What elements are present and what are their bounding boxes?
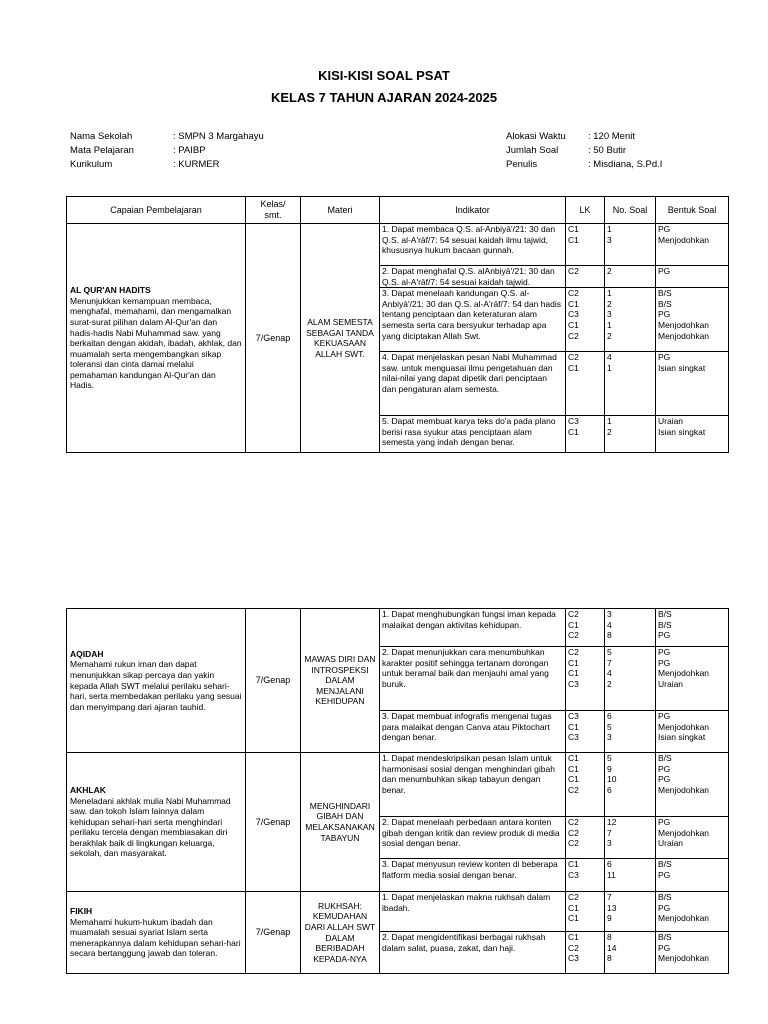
capaian-text: Memahami rukun iman dan dapat menunjukkan sikap percaya dan yakin kepada Allah SWT melalui perilaku sehari-hari, serta membedakan perilaku yang sesuai dan menyimpang dari ajaran tauhid. (70, 659, 242, 712)
indikator-cell: 1. Dapat menjelaskan makna rukhṣah dalam ibadah. (380, 892, 566, 932)
kisi-table-1 (66, 196, 729, 453)
lk-value: C1 (568, 298, 579, 309)
no-soal-value: 2 (607, 266, 612, 276)
bentuk-soal-value: PG (658, 657, 671, 668)
bentuk-soal-value: PG (658, 647, 671, 657)
capaian-text: Memahami hukum-hukum ibadah dan muamalah sesuai syariat Islam serta menerapkannya dalam kehidupan sehari-hari secara bertanggung jawab dan toleran. (70, 916, 241, 959)
lk-value: C2 (568, 784, 579, 795)
bentuk-soal-value: PG (658, 902, 671, 913)
no-soal-value: 4 (607, 668, 612, 679)
bentuk-soal-value: PG (658, 869, 671, 880)
bentuk-soal-value: Menjodohkan (658, 319, 710, 330)
no-soal-cell (605, 647, 656, 711)
no-soal-value: 11 (607, 869, 616, 880)
no-soal-value: 9 (607, 913, 612, 924)
kelas-cell: 7/Genap (246, 892, 301, 974)
bentuk-soal-value: Isian singkat (658, 362, 706, 373)
column-header: Bentuk Soal (656, 197, 729, 224)
no-soal-value: 5 (607, 721, 612, 732)
no-soal-cell (605, 753, 656, 817)
column-header: LK (566, 197, 605, 224)
info-row: Nama Sekolah : SMPN 3 Margahayu (70, 131, 264, 142)
lk-value: C2 (568, 942, 579, 953)
bentuk-soal-cell (656, 817, 729, 859)
info-row: Jumlah Soal : 50 Butir (506, 145, 627, 156)
info-row: Kurikulum : KURMER (70, 159, 220, 170)
table-row (67, 892, 729, 932)
info-right (506, 130, 662, 172)
column-header: Materi (301, 197, 380, 224)
materi-cell: ALAM SEMESTA SEBAGAI TANDA KEKUASAAN ALLAH SWT. (301, 224, 380, 453)
lk-value: C3 (568, 416, 579, 427)
no-soal-cell (605, 224, 656, 266)
lk-value: C1 (568, 668, 579, 679)
kisi-table-2 (66, 608, 729, 974)
lk-cell (566, 416, 605, 453)
lk-value: C3 (568, 953, 579, 964)
kelas-cell: 7/Genap (246, 224, 301, 453)
lk-value: C1 (568, 859, 579, 869)
capaian-title: AKHLAK (70, 784, 106, 795)
no-soal-value: 3 (607, 838, 612, 849)
capaian-title: AL QUR'AN HADITS (70, 285, 151, 296)
bentuk-soal-value: Menjodohkan (658, 721, 710, 732)
no-soal-value: 4 (607, 352, 612, 363)
no-soal-value: 7 (607, 657, 612, 668)
no-soal-cell (605, 932, 656, 974)
capaian-title: AQIDAH (70, 648, 104, 659)
lk-value: C2 (568, 266, 579, 276)
lk-value: C2 (568, 838, 579, 849)
lk-value: C1 (568, 763, 579, 774)
bentuk-soal-value: B/S (658, 892, 672, 902)
materi-cell: RUKHSAH: KEMUDAHAN DARI ALLAH SWT DALAM BERIBADAH KEPADA-NYA (301, 892, 380, 974)
indikator-cell: 2. Dapat menelaah perbedaan antara konten gibah dengan kritik dan review produk di media sosial dengan benar. (380, 817, 566, 859)
no-soal-value: 12 (607, 817, 617, 827)
lk-cell (566, 288, 605, 352)
no-soal-cell (605, 288, 656, 352)
bentuk-soal-cell (656, 647, 729, 711)
bentuk-soal-value: PG (658, 352, 671, 363)
no-soal-cell (605, 609, 656, 647)
no-soal-cell (605, 352, 656, 416)
lk-value: C3 (568, 711, 579, 721)
lk-value: C2 (568, 817, 579, 827)
lk-value: C2 (568, 288, 579, 299)
indikator-cell: 5. Dapat membuat karya teks do'a pada plano berisi rasa syukur atas penciptaan alam semesta yang indah dengan benar. (380, 416, 566, 453)
lk-value: C1 (568, 932, 579, 942)
info-row: Mata Pelajaran : PAIBP (70, 145, 206, 156)
lk-value: C3 (568, 678, 579, 689)
bentuk-soal-cell (656, 753, 729, 817)
lk-value: C1 (568, 619, 579, 630)
bentuk-soal-value: Menjodohkan (658, 330, 710, 341)
capaian-cell (67, 224, 246, 453)
capaian-text: Meneladani akhlak mulia Nabi Muhammad saw. dan tokoh Islam lainnya dalam kehidupan sehari-hari serta menghindari perilaku tercela dengan membiasakan diri berakhlak baik di lingkungan keluarga, sekolah, dan masyarakat. (70, 795, 231, 859)
no-soal-value: 1 (607, 319, 612, 330)
doc-title: KISI-KISI SOAL PSAT (318, 68, 450, 83)
lk-cell (566, 266, 605, 288)
capaian-cell (67, 753, 246, 892)
lk-cell (566, 859, 605, 892)
column-header: Capaian Pembelajaran (67, 197, 246, 224)
bentuk-soal-value: Isian singkat (658, 426, 706, 437)
lk-cell (566, 609, 605, 647)
indikator-cell: 2. Dapat mengidentifikasi berbagai rukhṣah dalam salat, puasa, zakat, dan haji. (380, 932, 566, 974)
bentuk-soal-value: PG (658, 817, 671, 827)
lk-cell (566, 892, 605, 932)
lk-cell (566, 753, 605, 817)
indikator-cell: 1. Dapat membaca Q.S. al-Anbiyā'/21: 30 dan Q.S. al-A'rāf/7: 54 sesuai kaidah ilmu tajwid, khususnya hukum bacaan gunnah. (380, 224, 566, 266)
bentuk-soal-value: Menjodohkan (658, 953, 710, 964)
lk-cell (566, 932, 605, 974)
no-soal-value: 3 (607, 732, 612, 743)
bentuk-soal-value: Uraian (658, 416, 684, 427)
bentuk-soal-value: Uraian (658, 678, 684, 689)
bentuk-soal-cell (656, 711, 729, 753)
bentuk-soal-cell (656, 859, 729, 892)
indikator-cell: 1. Dapat menghubungkan fungsi iman kepada malaikat dengan aktivitas kehidupan. (380, 609, 566, 647)
bentuk-soal-value: Menjodohkan (658, 827, 710, 838)
lk-value: C1 (568, 657, 579, 668)
lk-value: C2 (568, 630, 579, 641)
lk-value: C1 (568, 913, 579, 924)
lk-cell (566, 352, 605, 416)
bentuk-soal-value: Isian singkat (658, 732, 706, 743)
bentuk-soal-cell (656, 224, 729, 266)
no-soal-value: 8 (607, 932, 612, 942)
indikator-cell: 2. Dapat menunjukkan cara menumbuhkan karakter positif sehingga tertanam dorongan untuk beramal baik dan menjauhi amal yang buruk. (380, 647, 566, 711)
materi-cell: MENGHINDARI GIBAH DAN MELAKSANAKAN TABAYUN (301, 753, 380, 892)
no-soal-value: 3 (607, 609, 612, 619)
no-soal-value: 10 (607, 774, 617, 785)
capaian-cell (67, 609, 246, 753)
column-header: Indikator (380, 197, 566, 224)
bentuk-soal-value: B/S (658, 298, 672, 309)
no-soal-value: 6 (607, 711, 612, 721)
column-header: Kelas/ smt. (246, 197, 301, 224)
indikator-cell: 4. Dapat menjelaskan pesan Nabi Muhammad saw. untuk menguasai ilmu pengetahuan dan nilai-nilai yang dapat dipetik dari penciptaan dan pengaturan alam semesta. (380, 352, 566, 416)
indikator-cell: 2. Dapat menghafal Q.S. alAnbiyā'/21: 30 dan Q.S. al-A'rāf/7: 54 sesuai kaidah tajwid. (380, 266, 566, 288)
bentuk-soal-cell (656, 892, 729, 932)
lk-value: C3 (568, 309, 579, 320)
info-left (70, 130, 264, 172)
indikator-cell: 3. Dapat menyusun review konten di beberapa flatform media sosial dengan benar. (380, 859, 566, 892)
no-soal-value: 3 (607, 309, 612, 320)
no-soal-value: 1 (607, 224, 612, 234)
kelas-cell: 7/Genap (246, 609, 301, 753)
no-soal-value: 6 (607, 859, 612, 869)
bentuk-soal-cell (656, 288, 729, 352)
lk-value: C1 (568, 902, 579, 913)
bentuk-soal-value: PG (658, 942, 671, 953)
indikator-cell: 3. Dapat menelaah kandungan Q.S. al-Anbiyā'/21: 30 dan Q.S. al-A'rāf/7: 54 dan hadis tentang penciptaan dan keteraturan alam semesta serta cara bersyukur terhadap apa yang diciptakan Allah Swt. (380, 288, 566, 352)
bentuk-soal-value: PG (658, 763, 671, 774)
bentuk-soal-value: B/S (658, 932, 672, 942)
column-header: No. Soal (605, 197, 656, 224)
lk-value: C2 (568, 330, 579, 341)
kelas-cell: 7/Genap (246, 753, 301, 892)
no-soal-value: 2 (607, 330, 612, 341)
bentuk-soal-cell (656, 932, 729, 974)
header-row (67, 197, 729, 224)
no-soal-value: 4 (607, 619, 612, 630)
bentuk-soal-value: PG (658, 266, 671, 276)
no-soal-value: 2 (607, 426, 612, 437)
lk-value: C1 (568, 426, 579, 437)
lk-value: C1 (568, 362, 579, 373)
lk-value: C2 (568, 352, 579, 363)
lk-value: C2 (568, 609, 579, 619)
no-soal-cell (605, 711, 656, 753)
no-soal-value: 5 (607, 647, 612, 657)
capaian-text: Menunjukkan kemampuan membaca, menghafal, memahami, dan mengamalkan surat-surat pilihan dalam Al-Qur'an dan hadis-hadis Nabi Muhammad saw. yang berkaitan dengan akidah, ibadah, akhlak, dan muamalah serta mengembangkan sikap toleransi dan cinta damai melalui pemahaman kandungan Al-Qur'an dan Hadis. (70, 295, 242, 391)
lk-value: C1 (568, 319, 579, 330)
no-soal-cell (605, 817, 656, 859)
no-soal-value: 7 (607, 827, 612, 838)
bentuk-soal-value: PG (658, 774, 671, 785)
no-soal-value: 5 (607, 753, 612, 763)
no-soal-value: 3 (607, 234, 612, 245)
bentuk-soal-value: PG (658, 224, 671, 234)
no-soal-value: 9 (607, 763, 612, 774)
table-row (67, 224, 729, 266)
no-soal-cell (605, 892, 656, 932)
capaian-cell (67, 892, 246, 974)
bentuk-soal-value: Uraian (658, 838, 684, 849)
bentuk-soal-value: B/S (658, 609, 672, 619)
no-soal-value: 14 (607, 942, 617, 953)
bentuk-soal-cell (656, 266, 729, 288)
info-row: Alokasi Waktu : 120 Menit (506, 131, 635, 142)
bentuk-soal-value: Menjodohkan (658, 784, 710, 795)
lk-value: C1 (568, 234, 579, 245)
bentuk-soal-value: Menjodohkan (658, 913, 710, 924)
table-row (67, 609, 729, 647)
no-soal-cell (605, 859, 656, 892)
lk-value: C2 (568, 647, 579, 657)
no-soal-value: 6 (607, 784, 612, 795)
lk-cell (566, 817, 605, 859)
bentuk-soal-value: PG (658, 309, 671, 320)
no-soal-value: 8 (607, 953, 612, 964)
bentuk-soal-value: B/S (658, 288, 672, 299)
lk-value: C1 (568, 753, 579, 763)
bentuk-soal-cell (656, 609, 729, 647)
indikator-cell: 3. Dapat membuat infografis mengenai tugas para malaikat dengan Canva atau Piktochart dengan benar. (380, 711, 566, 753)
bentuk-soal-value: Menjodohkan (658, 668, 710, 679)
lk-value: C1 (568, 774, 579, 785)
lk-value: C1 (568, 224, 579, 234)
no-soal-value: 2 (607, 678, 612, 689)
no-soal-value: 7 (607, 892, 612, 902)
lk-value: C3 (568, 869, 579, 880)
no-soal-value: 8 (607, 630, 612, 641)
bentuk-soal-cell (656, 416, 729, 453)
bentuk-soal-value: PG (658, 711, 671, 721)
table-row (67, 753, 729, 817)
bentuk-soal-value: Menjodohkan (658, 234, 710, 245)
doc-subtitle: KELAS 7 TAHUN AJARAN 2024-2025 (270, 90, 498, 105)
bentuk-soal-value: B/S (658, 859, 672, 869)
no-soal-cell (605, 266, 656, 288)
no-soal-value: 2 (607, 298, 612, 309)
no-soal-value: 13 (607, 902, 617, 913)
lk-value: C2 (568, 892, 579, 902)
capaian-title: FIKIH (70, 906, 93, 917)
lk-value: C1 (568, 721, 579, 732)
bentuk-soal-value: B/S (658, 619, 672, 630)
no-soal-value: 1 (607, 288, 612, 299)
indikator-cell: 1. Dapat mendeskripsikan pesan Islam untuk harmonisasi sosial dengan menghindari gibah dan menumbuhkan sikap tabayun dengan benar. (380, 753, 566, 817)
materi-cell: MAWAS DIRI DAN INTROSPEKSI DALAM MENJALANI KEHIDUPAN (301, 609, 380, 753)
bentuk-soal-value: PG (658, 630, 671, 641)
lk-cell (566, 711, 605, 753)
no-soal-value: 1 (607, 416, 612, 427)
lk-cell (566, 224, 605, 266)
lk-cell (566, 647, 605, 711)
info-row: Penulis : Misdiana, S.Pd.I (506, 159, 663, 170)
no-soal-cell (605, 416, 656, 453)
lk-value: C3 (568, 732, 579, 743)
no-soal-value: 1 (607, 362, 612, 373)
bentuk-soal-value: B/S (658, 753, 672, 763)
bentuk-soal-cell (656, 352, 729, 416)
lk-value: C2 (568, 827, 579, 838)
